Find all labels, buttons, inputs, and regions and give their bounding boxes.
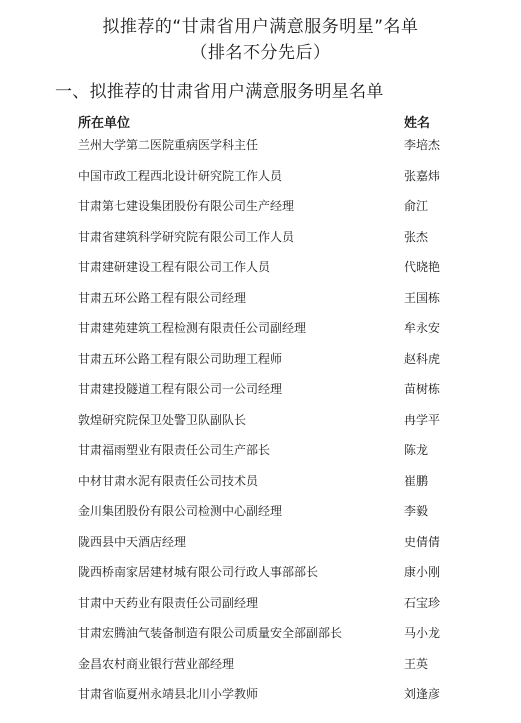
name-cell: 石宝珍 — [404, 595, 441, 610]
name-cell: 康小刚 — [404, 565, 441, 579]
name-cell: 李毅 — [404, 504, 429, 518]
section-heading: 一、拟推荐的甘肃省用户满意服务明星名单 — [55, 82, 384, 102]
list-item — [0, 441, 521, 472]
unit-cell: 甘肃五环公路工程有限公司助理工程师 — [78, 351, 283, 366]
unit-cell: 陇西县中天酒店经理 — [78, 534, 187, 549]
name-cell: 张杰 — [404, 229, 429, 244]
unit-cell: 陇西桥南家居建材城有限公司行政人事部部长 — [78, 565, 319, 579]
list-item — [0, 197, 521, 228]
unit-cell: 中材甘肃水泥有限责任公司技术员 — [78, 473, 259, 488]
list-item — [0, 502, 521, 533]
column-header-name: 姓名 — [404, 116, 431, 131]
unit-cell: 敦煌研究院保卫处警卫队副队长 — [78, 412, 247, 427]
unit-cell: 甘肃建投隧道工程有限公司一公司经理 — [78, 382, 283, 396]
name-cell: 王英 — [404, 656, 429, 671]
unit-cell: 甘肃宏腾油气装备制造有限公司质量安全部副部长 — [78, 626, 343, 640]
name-cell: 陈龙 — [404, 443, 429, 457]
document-subtitle: （排名不分先后） — [190, 43, 331, 63]
unit-cell: 甘肃建研建设工程有限公司工作人员 — [78, 260, 271, 274]
list-item — [0, 350, 521, 381]
list-item — [0, 258, 521, 289]
unit-cell: 中国市政工程西北设计研究院工作人员 — [78, 168, 283, 183]
unit-cell: 甘肃省临夏州永靖县北川小学教师 — [78, 687, 259, 701]
list-item — [0, 624, 521, 655]
unit-cell: 金川集团股份有限公司检测中心副经理 — [78, 504, 283, 518]
unit-cell: 甘肃五环公路工程有限公司经理 — [78, 290, 247, 305]
list-item — [0, 380, 521, 411]
name-cell: 牟永安 — [404, 321, 441, 335]
column-header-unit: 所在单位 — [78, 116, 131, 131]
list-body — [0, 136, 521, 716]
list-item — [0, 594, 521, 625]
unit-cell: 甘肃建苑建筑工程检测有限责任公司副经理 — [78, 321, 307, 335]
name-cell: 李培杰 — [404, 138, 441, 152]
name-cell: 张嘉炜 — [404, 168, 441, 183]
list-item — [0, 289, 521, 320]
unit-cell: 甘肃福雨塑业有限责任公司生产部长 — [78, 443, 271, 457]
name-cell: 冉学平 — [404, 412, 441, 427]
list-item — [0, 319, 521, 350]
name-cell: 刘逢彦 — [404, 687, 441, 701]
list-item — [0, 655, 521, 686]
name-cell: 代晓艳 — [404, 260, 441, 274]
list-item — [0, 472, 521, 503]
list-item — [0, 228, 521, 259]
unit-cell: 甘肃第七建设集团股份有限公司生产经理 — [78, 199, 295, 213]
list-item — [0, 533, 521, 564]
name-cell: 马小龙 — [404, 626, 441, 640]
list-item — [0, 685, 521, 716]
list-item — [0, 563, 521, 594]
document-title: 拟推荐的“甘肃省用户满意服务明星”名单 — [102, 17, 419, 37]
unit-cell: 兰州大学第二医院重病医学科主任 — [78, 138, 259, 152]
list-item — [0, 167, 521, 198]
name-cell: 赵科虎 — [404, 351, 441, 366]
unit-cell: 金昌农村商业银行营业部经理 — [78, 656, 235, 671]
name-cell: 王国栋 — [404, 290, 441, 305]
list-item — [0, 411, 521, 442]
list-item — [0, 136, 521, 167]
unit-cell: 甘肃省建筑科学研究院有限公司工作人员 — [78, 229, 295, 244]
name-cell: 俞江 — [404, 199, 429, 213]
name-cell: 苗树栋 — [404, 382, 441, 396]
name-cell: 史倩倩 — [404, 534, 441, 549]
unit-cell: 甘肃中天药业有限责任公司副经理 — [78, 595, 259, 610]
name-cell: 崔鹏 — [404, 473, 429, 488]
